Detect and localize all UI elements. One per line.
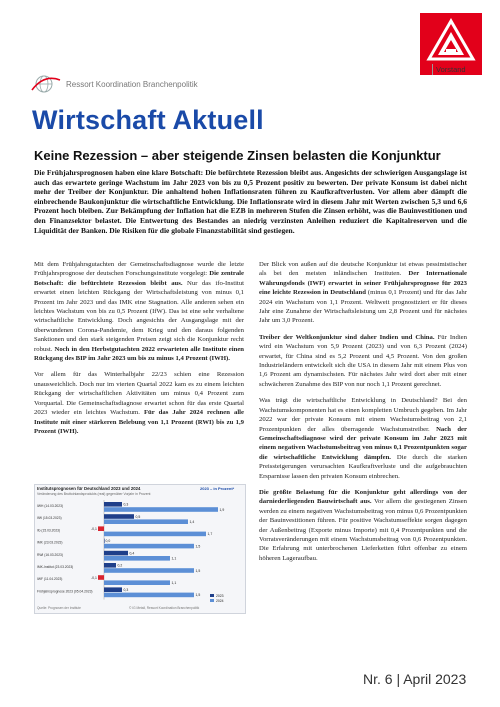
page-subtitle: Keine Rezession – aber steigende Zinsen belasten die Konjunktur [34, 148, 441, 163]
vorstand-divider [432, 64, 433, 75]
text: (minus 0,1 Prozent) und für das Jahr 2024 ein Wachstum von 1,1 Prozent. Weltweit prognostiziert er für dieses Jahr eine Zunahme der Wirtschaftsleistung um 2,8 Prozent und für nächstes Jahr um 3,0 Prozent. [259, 289, 467, 325]
chart-data-label-2024: 1,4 [189, 520, 195, 524]
chart-data-label-2023: 0,5 [135, 514, 141, 519]
text: Der Blick von außen auf die deutsche Konjunktur ist etwas pessimistischer als bei den meisten inländischen Instituten. [259, 261, 467, 278]
chart-bar-2024 [104, 593, 194, 598]
chart-subtitle: Veränderung des Bruttoinlandsprodukts (real) gegenüber Vorjahr in Prozent [37, 492, 151, 496]
text: Die durch die starken Preissteigerungen verursachten Kaufkraftverluste und die aufgebrauchten Ersparnisse lassen den privaten Konsum einbrechen. [259, 453, 467, 480]
text: Vor allem für das Winterhalbjahr 22/23 schien eine Rezession unausweichlich. Doch nur im vierten Quartal 2022 kam es zu einem leichten Rückgang der wirtschaftlichen Aktivitäten um minus 0,4 Prozent zum Vorquartal. Die Gemeinschaftsdiagnose erwartet schon für das erste Quartal 2023 wieder ein leichtes Wachstum. [34, 371, 244, 417]
text-bold: Treiber der Weltkonjunktur sind daher Indien und China. [259, 333, 435, 341]
issue-number: Nr. 6 | April 2023 [363, 671, 467, 687]
chart-legend-label-2023: 2023 [216, 593, 224, 598]
text-bold: Nach der Gemeinschaftsdiagnose wird der private Konsum im Jahr 2023 mit einem negativen Wachstumsbeitrag von minus 0,1 Prozentpunkten sogar die wirtschaftliche Entwicklung dämpfen. [259, 425, 467, 461]
chart-bar-2024 [104, 568, 194, 573]
text: Für Indien wird ein Wachstum von 5,9 Prozent (2023) und von 6,3 Prozent (2024) erwartet, für China sind es 5,2 Prozent und 4,5 Prozent. Von den großen Industrieländern entwickelt sich die USA in diesem Jahr mit einem Plus von 1,6 Prozent am dynamischsten. Für nächstes Jahr wird dort aber mit einer schwächeren Zunahme des BIP von nur noch 1,1 Prozent gerechnet. [259, 333, 467, 388]
ressort-label: Ressort Koordination Branchenpolitik [66, 80, 198, 89]
chart-plot [34, 484, 246, 614]
chart-category-label: IfW (15.03.2023) [37, 516, 62, 521]
chart-data-label-2024: 1,1 [171, 556, 177, 561]
chart-bar-2024 [104, 532, 206, 537]
chart-bar-2024 [104, 580, 170, 585]
chart-category-label: ifo (15.03.2023) [37, 528, 61, 533]
chart-source: Quelle: Prognosen der Institute [37, 606, 81, 610]
chart-bar-2024 [104, 519, 188, 524]
text-bold: Die zentrale Botschaft: die befürchtete Rezession bleibt aus. [34, 270, 244, 287]
text-bold: Für das Jahr 2024 rechnen alle Institute mit einer stärkeren Belebung von 1,1 Prozent (RWI) bis zu 1,9 Prozent (IWH). [34, 409, 245, 435]
chart-data-label-2023: 0,3 [123, 502, 129, 507]
text-bold: Der Internationale Währungsfonds (IWF) erwartet in seiner Frühjahrsprognose für 2023 eine leichte Rezession in Deutschland [259, 270, 468, 297]
text: Was trägt die wirtschaftliche Entwicklung in Deutschland? Bei den Wachstumskomponenten hat es einen kompletten Umbruch gegeben. Im Jahr 2022 war der private Konsum mit einem Wachstumsbeitrag von 2,1 Prozentpunkten der alles überragende Wachstumstreiber. [259, 397, 467, 433]
chart-bar-2023 [98, 575, 104, 580]
left-column [34, 260, 244, 443]
chart-data-label-2024: 1,7 [207, 532, 213, 537]
left-paragraph-2 [34, 370, 244, 436]
right-paragraph-2 [259, 333, 467, 389]
chart-data-label-2024: 1,9 [219, 507, 225, 512]
chart-copyright: © IG Metall, Ressort Koordination Branchenpolitik [129, 606, 200, 610]
chart-category-label: RWI (16.03.2023) [37, 552, 63, 557]
text-bold: Die größte Belastung für die Konjunktur geht allerdings von der darniederliegenden Bauwirtschaft aus. [259, 488, 467, 506]
chart-bar-2023 [104, 502, 122, 507]
chart-category-label: Frühjahrsprognose 2023 (05.04.2023) [37, 589, 93, 594]
chart-data-label-2024: 1,1 [171, 581, 177, 585]
lead-paragraph: Die Frühjahrsprognosen haben eine klare Botschaft: Die befürchtete Rezession bleibt aus. Angesichts der schwierigen Ausgangslage ist auch das erwartete geringe Wachstum im Jahr 2023 von bis zu 0,5 Prozent positiv zu bewerten. Der private Konsum ist dabei nicht mehr der Treiber der Konjunktur. Die anhaltend hohen Inflationsraten führen zu Kaufkraftverlusten. Vor allem aber dämpft die einbrechende Baukonjunktur die wirtschaftliche Entwicklung. Die Inflationsrate wird in diesem Jahr mit Werten zwischen 5,3 und 6,6 Prozent hoch bleiben. Zur Bekämpfung der Inflation hat die EZB in mehreren Stufen die Zinsen erhöht, was die Bauinvestitionen und den Finanzsektor belastet. Die Entwertung des Bestandes an niedrig verzinsten Anleihen reduziert die Kapitalreserven und die Liquidität der Banken. Die Risiken für die globale Finanzstabilität sind gestiegen. [34, 168, 467, 235]
chart-data-label-2024: 1,5 [195, 593, 201, 598]
chart-data-label-2023: 0,2 [117, 563, 123, 568]
chart-bar-2023 [104, 539, 105, 544]
chart-data-label-2023: -0,1 [91, 527, 97, 531]
chart-data-label-2023: 0,3 [123, 588, 129, 592]
chart-category-label: IWF (11.04.2023) [37, 577, 63, 582]
chart-bar-2023 [104, 563, 116, 568]
chart-title: Institutsprognosen für Deutschland 2023 und 2024 [37, 486, 141, 491]
right-paragraph-1 [259, 260, 467, 326]
chart-category-label: IMK (23.03.2023) [37, 540, 63, 545]
text: Vor allem die gestiegenen Zinsen werden zu einem negativen Wachstumsbeitrag von minus 0,6 Prozentpunkten der Bauinvestitionen führen. Für positive Wachstumseffekte sorgen dagegen der Außenbeitrag (Exporte minus Importe) mit 0,4 Prozentpunkten und die Vorratsveränderungen mit einem Wachstumsbeitrag von 0,6 Prozentpunkten. Die Erfahrung mit unterbrochenen Lieferketten führt offenbar zu einem höheren Lageraufbau. [259, 498, 467, 562]
text-bold: Noch in den Herbstgutachten 2022 erwarteten alle Institute einen Rückgang des BIP im Jahr 2023 um bis zu minus 1,4 Prozent (IWH). [34, 345, 245, 363]
right-column [259, 260, 467, 570]
ressort-globe-icon [30, 72, 62, 96]
right-paragraph-4 [259, 488, 467, 563]
text: Mit dem Frühjahrsgutachten der Gemeinschaftsdiagnose wurde die letzte Frühjahrsprognose der deutschen Forschungsinstitute vorgelegt: [34, 261, 244, 278]
chart-bar-2024 [104, 556, 170, 561]
forecast-chart [34, 484, 246, 614]
chart-legend-swatch-2023 [210, 594, 214, 597]
right-paragraph-3 [259, 396, 467, 481]
chart-legend-label-2024: 2024 [216, 598, 224, 603]
chart-data-label-2024: 1,5 [195, 544, 201, 549]
chart-unit-label: 2023 – in Prozent* [200, 486, 235, 491]
page-title: Wirtschaft Aktuell [32, 105, 264, 135]
chart-category-label: IWH (14.03.2023) [37, 504, 64, 508]
chart-legend-swatch-2024 [210, 599, 214, 602]
chart-bar-2024 [104, 507, 218, 512]
left-paragraph-1 [34, 260, 244, 363]
chart-bar-2024 [104, 544, 194, 549]
chart-data-label-2023: 0,0 [105, 539, 111, 544]
chart-bar-2023 [104, 551, 128, 556]
chart-data-label-2023: -0,1 [91, 575, 97, 580]
chart-bar-2023 [104, 514, 134, 519]
chart-bar-2023 [104, 587, 122, 592]
chart-data-label-2024: 1,5 [195, 568, 201, 573]
chart-data-label-2023: 0,4 [129, 551, 135, 556]
chart-category-label: IMK-Institut (23.03.2023) [37, 565, 74, 569]
vorstand-label: Vorstand [436, 65, 466, 74]
text: Nur das ifo-Institut erwartet einen leichten Rückgang der Wirtschaftsleistung von minus 0,1 Prozent im Jahr 2023 und das IMK eine Stagnation. Alle anderen sehen ein leichtes Wachstum von bis zu 0,5 Prozent (IfW). Das ist eine sehr verhaltene wirtschaftliche Entwicklung. Doch angesichts der Ausgangslage mit der überwundenen Corona-Pandemie, dem Krieg und den daraus folgenden Sanktionen und den stark steigenden Preisen zeigt sich die Konjunktur recht robust. [34, 279, 244, 353]
chart-bar-2023 [98, 526, 104, 531]
